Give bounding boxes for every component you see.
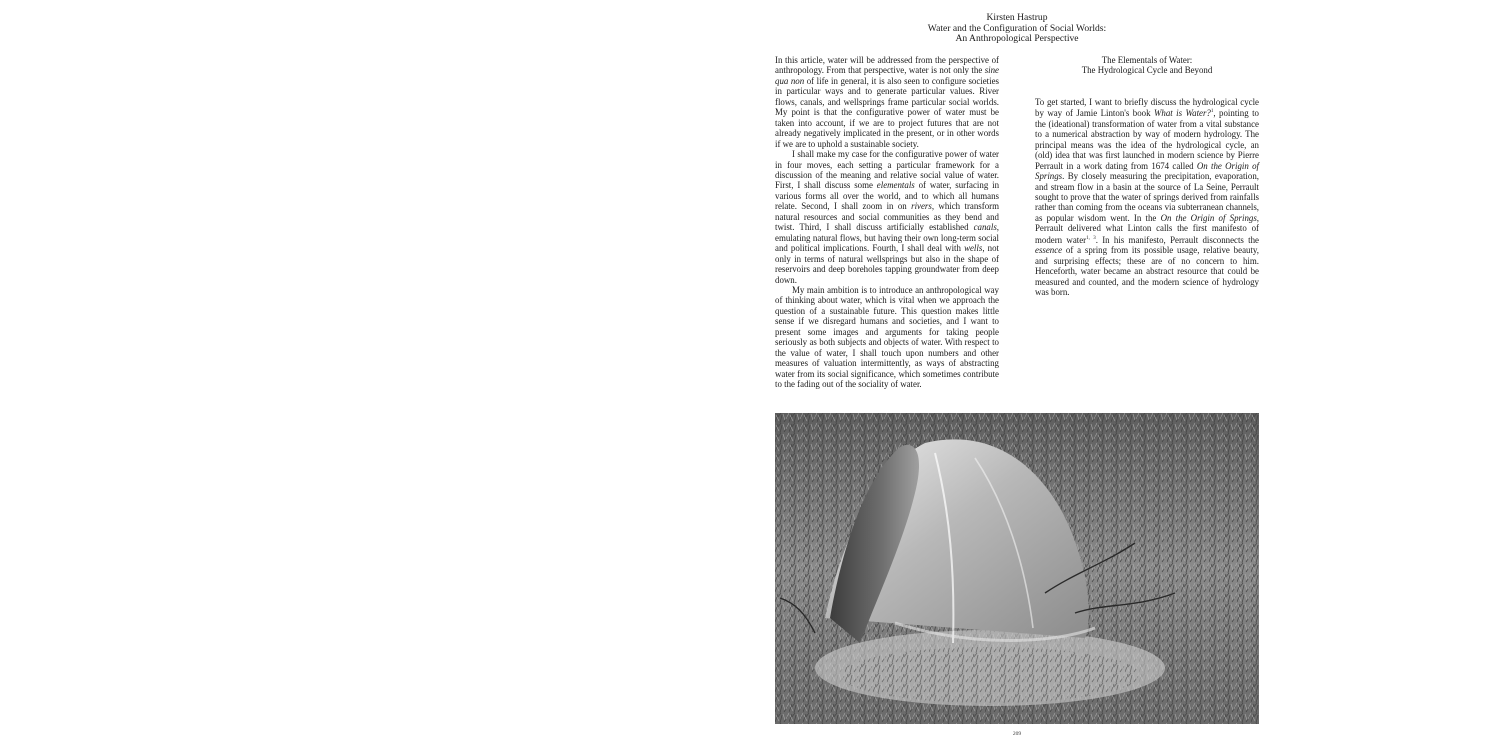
article-title-line1: Water and the Configuration of Social Worlds: (927, 22, 1107, 34)
section-heading (1035, 55, 1259, 76)
book-title-italic: What is Water? (1153, 108, 1211, 119)
paragraph (1035, 97, 1259, 298)
italic-text: rivers (911, 201, 932, 212)
section-heading-line1: The Elementals of Water: (1101, 55, 1193, 65)
italic-text: essence (1035, 245, 1063, 256)
photo-water-spring-image (775, 413, 1259, 724)
text-run: , Perrault delivered what Linton calls the first manifesto of modern water (1035, 212, 1259, 245)
book-title-italic: On the Origin of Springs (1035, 160, 1259, 182)
text-run: , pointing to the (ideational) transformation of water from a vital substance to a numerical abstraction by way of modern hydrology. The principal means was the idea of the hydrological cycle, an (old) idea that was first launched in modern science by Pierre Perrault in a work dating from 1674 called (1035, 108, 1259, 171)
text-run: , which transform natural resources and social communities as they bend and twist. Third, I shall discuss artificially established (775, 201, 999, 233)
text-run: , emulating natural flows, but having their own long-term social and political implications. Fourth, I shall deal with (775, 222, 999, 254)
text-run: of water, surfacing in various forms all over the world, and to which all humans relate. Second, I shall zoom in on (775, 180, 1000, 212)
text-run: In this article, water will be addressed from the perspective of anthropology. From that perspective, water is not only the (775, 55, 999, 76)
section-heading-line2: The Hydrological Cycle and Beyond (1081, 65, 1213, 76)
text-run: of a spring from its possible usage, relative beauty, and surprising effects; these are of no concern to him. Henceforth, water became an abstract resource that could be measured and counted, and the modern science of hydrology was born. (1035, 245, 1259, 297)
text-run: of life in general, it is also seen to configure societies in particular ways and to generate particular values. River flows, canals, and wellsprings frame particular social worlds. My point is that the configurative power of water must be taken into account, if we are to project futures that are not already negatively implicated in the present, or in other words if we are to uphold a sustainable society. (775, 75, 999, 149)
text-run: I shall make my case for the configurative power of water in four moves, each setting a particular framework for a discussion of the meaning and relative social value of water. First, I shall discuss some (775, 149, 999, 191)
text-run: . By closely measuring the precipitation, evaporation, and stream flow in a basin at the source of La Seine, Perrault sought to prove that the water of springs derived from rainfalls rather than coming from the oceans via subterranean channels, as popular wisdom went. In the (1035, 171, 1259, 223)
book-title-italic: On the Origin of Springs (1160, 212, 1257, 223)
left-text-column (775, 55, 999, 390)
paragraph (775, 55, 999, 149)
italic-text: sine qua non (775, 65, 999, 86)
page-number: 209 (1012, 731, 1022, 737)
article-title-line2: An Anthropological Perspective (955, 33, 1079, 45)
text-run: To get started, I want to briefly discuss the hydrological cycle by way of Jamie Linton's book (1035, 96, 1259, 119)
text-run: , not only in terms of natural wellsprings but also in the shape of reservoirs and deep boreholes tapping groundwater from deep down. (775, 243, 999, 285)
photo-illustration (775, 413, 1259, 724)
italic-text: wells (964, 243, 983, 254)
author-name: Kirsten Hastrup (986, 12, 1048, 23)
right-text-column (1035, 55, 1259, 297)
article-header (775, 13, 1259, 45)
footnote-ref: 1 (1210, 109, 1214, 115)
footnote-ref: 1, 3 (1086, 235, 1096, 241)
text-run: . In his manifesto, Perrault disconnects the (1095, 234, 1260, 245)
paragraph: My main ambition is to introduce an anthropological way of thinking about water, which is vital when we approach the question of a sustainable future. This question makes little sense if we disregard humans and societies, and I want to present some images and arguments for taking people seriously as both subjects and objects of water. With respect to the value of water, I shall touch upon numbers and other measures of valuation intermittently, as ways of abstracting water from its social significance, which sometimes contribute to the fading out of the sociality of water. (775, 284, 999, 390)
italic-text: canals (973, 222, 997, 233)
paragraph (775, 149, 999, 285)
italic-text: elementals (876, 180, 915, 191)
